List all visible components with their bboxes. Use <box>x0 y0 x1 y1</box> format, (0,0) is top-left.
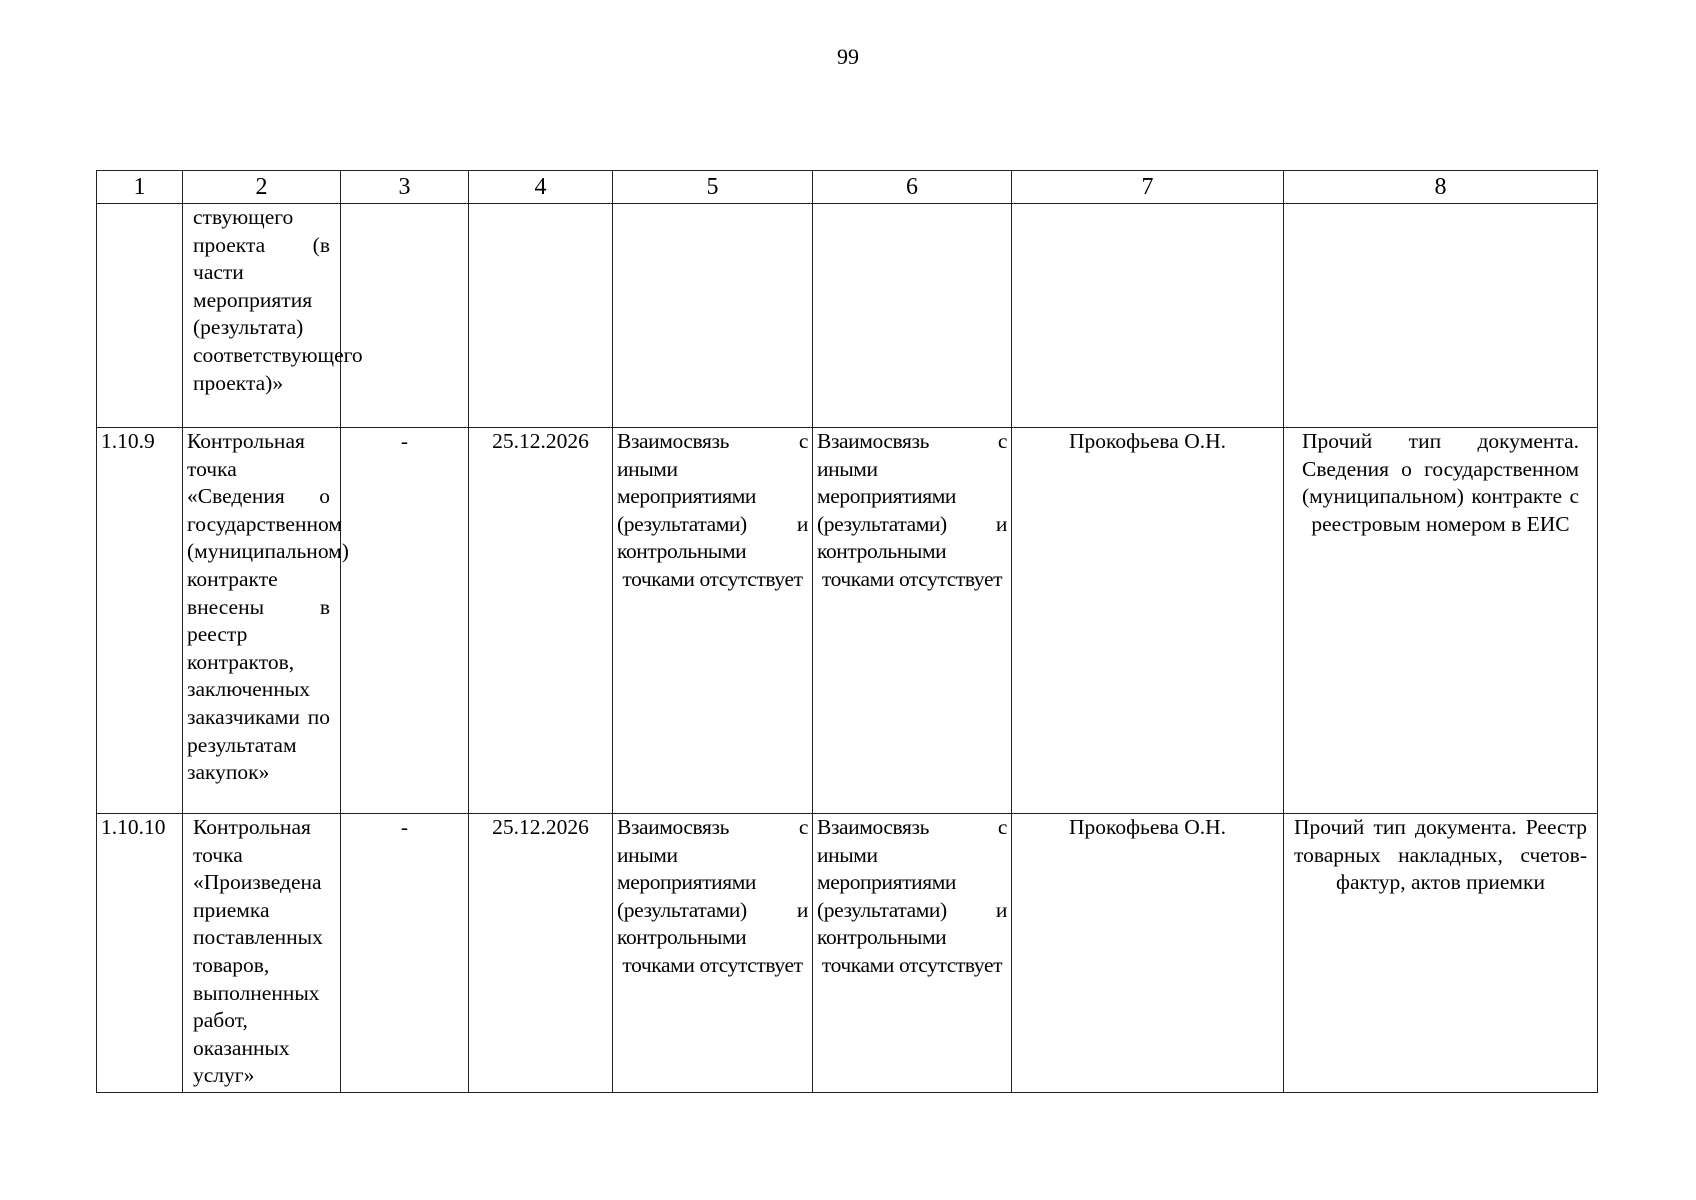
row-doc-type <box>1284 204 1598 428</box>
row-responsible: Прокофьева О.Н. <box>1012 428 1284 814</box>
row-name: ствующего проекта (в части мероприятия (результата) соответствующего проекта)» <box>183 204 341 428</box>
column-header: 4 <box>469 171 613 204</box>
table-row <box>97 204 1598 428</box>
table-row <box>97 428 1598 814</box>
row-number: 1.10.10 <box>97 814 183 1093</box>
column-header: 2 <box>183 171 341 204</box>
row-relation: Взаимосвязь с иными мероприятиями (результатами) и контрольными точками отсутствует <box>613 428 813 814</box>
row-responsible <box>1012 204 1284 428</box>
row-relation: Взаимосвязь с иными мероприятиями (результатами) и контрольными точками отсутствует <box>813 428 1012 814</box>
row-date: 25.12.2026 <box>469 428 613 814</box>
column-header: 6 <box>813 171 1012 204</box>
row-name: Контрольная точка «Сведения о государственном (муниципальном) контракте внесены в реестр контрактов, заключенных заказчиками по результатам закупок» <box>183 428 341 814</box>
column-header: 8 <box>1284 171 1598 204</box>
row-name: Контрольная точка «Произведена приемка поставленных товаров, выполненных работ, оказанных услуг» <box>183 814 341 1093</box>
row-date: 25.12.2026 <box>469 814 613 1093</box>
row-doc-type: Прочий тип документа. Реестр товарных накладных, счетов-фактур, актов приемки <box>1284 814 1598 1093</box>
data-table <box>96 170 1598 1093</box>
row-col3: - <box>341 428 469 814</box>
row-col3: - <box>341 814 469 1093</box>
row-responsible: Прокофьева О.Н. <box>1012 814 1284 1093</box>
row-relation: Взаимосвязь с иными мероприятиями (результатами) и контрольными точками отсутствует <box>613 814 813 1093</box>
page-number: 99 <box>837 44 859 69</box>
row-col3 <box>341 204 469 428</box>
row-date <box>469 204 613 428</box>
row-relation <box>813 204 1012 428</box>
column-header: 7 <box>1012 171 1284 204</box>
column-header: 1 <box>97 171 183 204</box>
row-number: 1.10.9 <box>97 428 183 814</box>
column-header: 3 <box>341 171 469 204</box>
header-row <box>97 171 1598 204</box>
row-relation <box>613 204 813 428</box>
column-header: 5 <box>613 171 813 204</box>
table-row <box>97 814 1598 1093</box>
row-number <box>97 204 183 428</box>
row-doc-type: Прочий тип документа. Сведения о государственном (муниципальном) контракте с реестровым номером в ЕИС <box>1284 428 1598 814</box>
row-relation: Взаимосвязь с иными мероприятиями (результатами) и контрольными точками отсутствует <box>813 814 1012 1093</box>
